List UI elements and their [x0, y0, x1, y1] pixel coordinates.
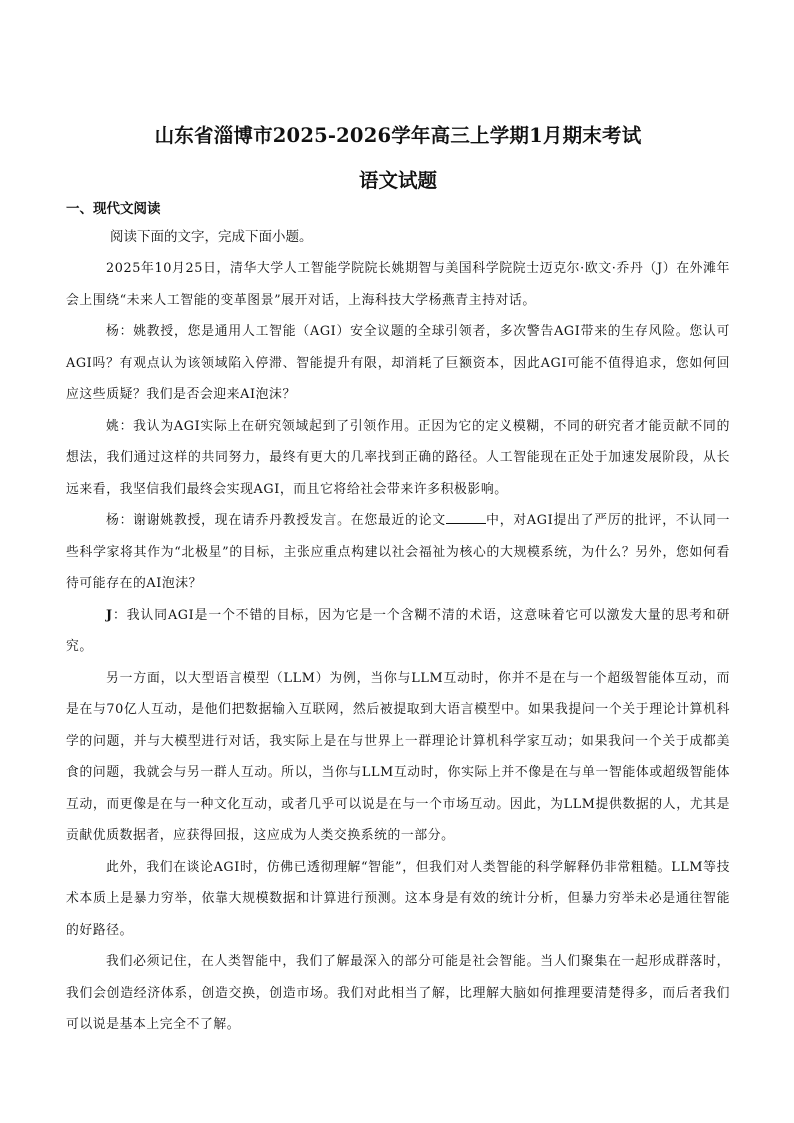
paragraph-part-before-blank: 杨：谢谢姚教授，现在请乔丹教授发言。在您最近的论文 [106, 513, 446, 528]
paragraph-llm: 另一方面，以大型语言模型（LLM）为例，当你与LLM互动时，你并不是在与一个超级智能体互动，而是在与70亿人互动，是他们把数据输入互联网，然后被提取到大语言模型中。如果我提问一个关于理论计算机科学的问题，并与大模型进行对话，我实际上是在与世界上一群理论计算机科学家互动；如果我问一个关于成都美食的问题，我就会与另一群人互动。所以，当你与LLM互动时，你实际上并不像是在与单一智能体或超级智能体互动，而更像是在与一种文化互动，或者几乎可以说是在与一个市场互动。因此，为LLM提供数据的人，尤其是贡献优质数据者，应获得回报，这应成为人类交换系统的一部分。 [66, 670, 730, 843]
paragraph-yang-to-jordan [66, 505, 730, 600]
paragraph-yao-answer: 姚：我认为AGI实际上在研究领域起到了引领作用。正因为它的定义模糊，不同的研究者才能贡献不同的想法，我们通过这样的共同努力，最终有更大的几率找到正确的路径。人工智能现在正处于加速发展阶段，从长远来看，我坚信我们最终会实现AGI，而且它将给社会带来许多积极影响。 [66, 418, 730, 497]
paragraph-social-intelligence: 我们必须记住，在人类智能中，我们了解最深入的部分可能是社会智能。当人们聚集在一起形成群落时，我们会创造经济体系，创造交换，创造市场。我们对此相当了解，比理解大脑如何推理要清楚得多，而后者我们可以说是基本上完全不了解。 [66, 954, 730, 1032]
exam-subtitle: 语文试题 [358, 169, 437, 192]
fill-in-blank [446, 510, 486, 524]
section-heading: 一、现代文阅读 [66, 201, 161, 217]
reading-instruction: 阅读下面的文字，完成下面小题。 [110, 229, 313, 245]
article-body [66, 253, 730, 1041]
paragraph-intro: 2025年10月25日，清华大学人工智能学院院长姚期智与美国科学院院士迈克尔·欧文·乔丹（J）在外滩年会上围绕“未来人工智能的变革图景”展开对话，上海科技大学杨燕青主持对话。 [66, 261, 730, 308]
jordan-answer-text: ：我认同AGI是一个不错的目标，因为它是一个含糊不清的术语，这意味着它可以激发大量的思考和研究。 [66, 607, 730, 654]
exam-title: 山东省淄博市2025-2026学年高三上学期1月期末考试 [154, 124, 642, 147]
paragraph-part-after-blank: 中，对AGI提出了严厉的批评，不认同一些科学家将其作为“北极星”的目标，主张应重点构建以社会福祉为核心的大规模系统，为什么？另外，您如何看待可能存在的AI泡沫？ [66, 513, 731, 591]
paragraph-yang-question: 杨：姚教授，您是通用人工智能（AGI）安全议题的全球引领者，多次警告AGI带来的生存风险。您认可AGI吗？有观点认为该领域陷入停滞、智能提升有限，却消耗了巨额资本，因此AGI可能不值得追求，您如何回应这些质疑？我们是否会迎来AI泡沫？ [66, 324, 730, 402]
paragraph-agi-intelligence: 此外，我们在谈论AGI时，仿佛已透彻理解“智能”，但我们对人类智能的科学解释仍非常粗糙。LLM等技术本质上是暴力穷举，依靠大规模数据和计算进行预测。这本身是有效的统计分析，但暴力穷举未必是通往智能的好路径。 [66, 859, 730, 938]
paragraph-jordan-answer [66, 600, 730, 663]
speaker-label: J [106, 607, 113, 623]
